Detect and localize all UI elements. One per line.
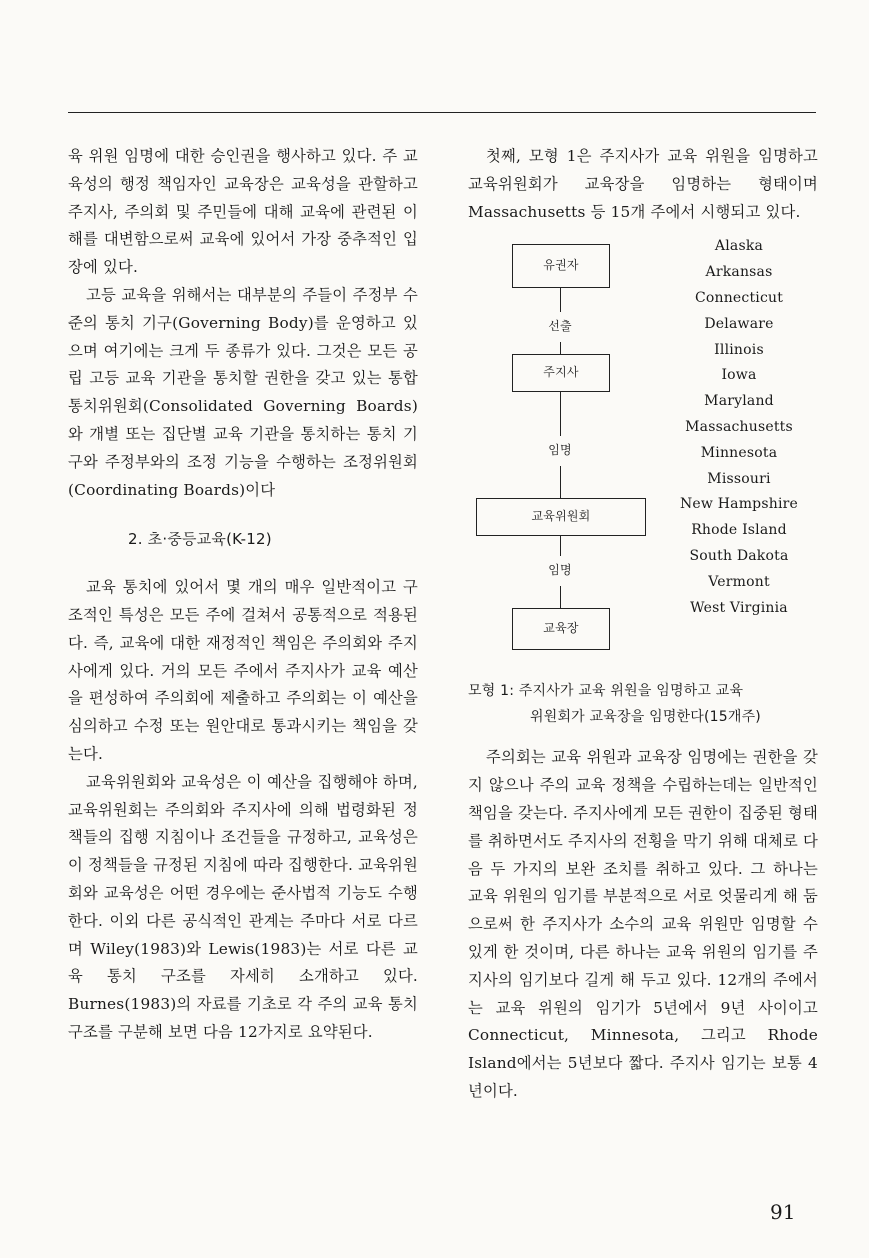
elect-label: 선출 (548, 312, 572, 342)
state-item: Maryland (704, 393, 774, 410)
state-item: West Virginia (690, 599, 788, 616)
state-item: South Dakota (689, 547, 789, 564)
state-item: Missouri (707, 470, 771, 487)
state-item: Massachusetts (685, 418, 793, 435)
paragraph: 주의회는 교육 위원과 교육장 임명에는 권한을 갖지 않으나 주의 교육 정책을 수립하는데는 일반적인 책임을 갖는다. 주지사에게 모든 권한이 집중된 형태를 취하면서도 주지사의 전횡을 막기 위해 대체로 다음 두 가지의 보완 조치를 취하고 있다. 그 하나는 교육 위원의 임기를 부분적으로 서로 엇물리게 해 둠으로써 한 주지사가 소수의 교육 위원만 임명할 수 있게 한 것이며, 다른 하나는 교육 위원의 임기를 주지사의 임기보다 길게 해 두고 있다. 12개의 주에서는 교육 위원의 임기가 5년에서 9년 사이이고 Connecticut, Minnesota, 그리고 Rhode Island에서는 5년보다 짧다. 주지사 임기는 보통 4년이다. (468, 748, 818, 1100)
appoint-label: 임명 (548, 556, 572, 586)
state-item: Rhode Island (691, 522, 787, 539)
state-item: Iowa (721, 367, 757, 384)
paragraph: 첫째, 모형 1은 주지사가 교육 위원을 임명하고 교육위원회가 교육장을 임명하는 형태이며 Massachusetts 등 15개 주에서 시행되고 있다. (468, 147, 818, 221)
paragraph: 육 위원 임명에 대한 승인권을 행사하고 있다. 주 교육성의 행정 책임자인 교육장은 교육성을 관할하고 주지사, 주의회 및 주민들에 대해 교육에 관련된 이해를 대변함으로써 교육에 있어서 가장 중추적인 입장에 있다. (68, 147, 418, 277)
education-board-box: 교육위원회 (476, 498, 646, 536)
caption-line: 위원회가 교육장을 임명한다(15개주) (530, 709, 761, 726)
state-item: Delaware (704, 315, 774, 332)
right-column (468, 143, 818, 1106)
header-rule (68, 112, 816, 113)
state-item: Arkansas (705, 264, 773, 281)
voter-box: 유권자 (512, 244, 610, 288)
state-item: Alaska (714, 238, 764, 255)
section-subheading: 2. 초·중등교육(K-12) (128, 530, 272, 549)
page-number: 91 (770, 1200, 796, 1224)
governor-box: 주지사 (512, 354, 610, 392)
state-list (664, 234, 814, 621)
figure-caption (468, 678, 818, 730)
superintendent-box: 교육장 (512, 608, 610, 650)
state-item: New Hampshire (679, 496, 799, 513)
model-1-diagram (468, 232, 818, 672)
state-item: Connecticut (694, 289, 784, 306)
paragraph: 고등 교육을 위해서는 대부분의 주들이 주정부 수준의 통치 기구(Governing Body)를 운영하고 있으며 여기에는 크게 두 종류가 있다. 그것은 모든 공립 고등 교육 기관을 통치할 권한을 갖고 있는 통합 통치위원회(Consolidated Governing Boards)와 개별 또는 집단별 교육 기관을 통치하는 통치 기구와 주정부와의 조정 기능을 수행하는 조정위원회(Coordinating Boards)이다 (68, 285, 418, 499)
left-column (68, 143, 418, 1047)
paragraph: 교육 통치에 있어서 몇 개의 매우 일반적이고 구조적인 특성은 모든 주에 걸쳐서 공통적으로 적용된다. 즉, 교육에 대한 재정적인 책임은 주의회와 주지사에게 있다. 거의 모든 주에서 주지사가 교육 예산을 편성하여 주의회에 제출하고 주의회는 이 예산을 심의하고 수정 또는 원안대로 통과시키는 책임을 갖는다. (68, 578, 418, 763)
caption-line: 모형 1: 주지사가 교육 위원을 임명하고 교육 (468, 683, 744, 700)
state-item: Minnesota (700, 444, 778, 461)
state-item: Vermont (708, 573, 770, 590)
paragraph: 교육위원회와 교육성은 이 예산을 집행해야 하며, 교육위원회는 주의회와 주지사에 의해 법령화된 정책들의 집행 지침이나 조건들을 규정하고, 교육성은 이 정책들을 규정된 지침에 따라 집행한다. 교육위원회와 교육성은 어떤 경우에는 준사법적 기능도 수행한다. 이외 다른 공식적인 관계는 주마다 서로 다르며 Wiley(1983)와 Lewis(1983)는 서로 다른 교육 통치 구조를 자세히 소개하고 있다. Burnes(1983)의 자료를 기초로 각 주의 교육 통치 구조를 구분해 보면 다음 12가지로 요약된다. (68, 772, 418, 1041)
appoint-label: 임명 (548, 436, 572, 466)
state-item: Illinois (714, 341, 764, 358)
